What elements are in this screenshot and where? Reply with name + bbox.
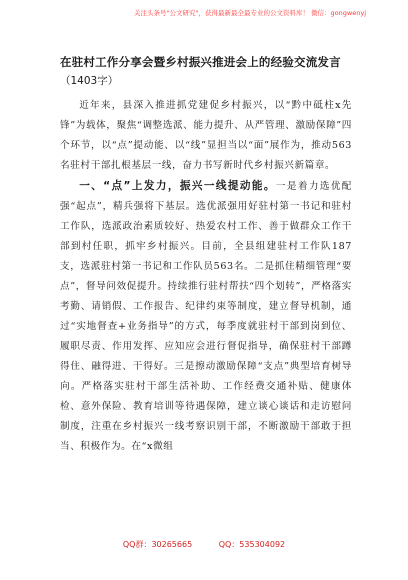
footer-qq: QQ：535304092 <box>218 540 286 549</box>
section-heading: 一、“点”上发力，振兴一线提动能。 <box>79 180 276 192</box>
paragraph-section-1 <box>60 176 352 457</box>
section-body: 一是着力选优配强“起点”，精兵强将下基层。选优派强用好驻村第一书记和驻村工作队，选派政治素质较好、热爱农村工作、善于做群众工作干部到村任职，抓牢乡村振兴。目前，全县组建驻村工作队187支，选派驻村第一书记和工作队员563名。二是抓住精细管理“要点”，督导问效促提升。持续推行驻村帮扶“四个划转”，严格落实考勤、请销假、工作报告、纪律约束等制度，建立督导机制，通过“实地督查+业务指导”的方式，每季度就驻村干部到岗到位、履职尽责、作用发挥、应知应会进行督促指导，确保驻村干部蹲得住、融得进、干得好。三是擦动激励保障“支点”典型培育树导向。严格落实驻村干部生活补助、工作经费交通补贴、健康体检、意外保险、教育培训等待遇保障，建立谈心谈话和走访慰问制度，注重在乡村振兴一线考察识别干部，不断激励干部敢于担当、积极作为。在“x微组 <box>60 181 353 452</box>
word-count: （1403字） <box>60 75 119 87</box>
paragraph-intro: 近年来，县深入推进抓党建促乡村振兴，以“黔中砥柱x先锋”为载体，聚焦“调整选派、能力提升、从严管理、激励保障”四个环节，以“点”提动能、以“线”显担当以“面”展作为，推动563名驻村干部扎根基层一线，奋力书写新时代乡村振兴新篇章。 <box>60 100 352 171</box>
header-banner: 关注头条号"公文研究"，获得最新最全最专业的公文资料库！ 微信：gongwenyj <box>134 9 366 17</box>
document-body <box>60 54 352 457</box>
footer-contact <box>0 539 408 550</box>
document-title: 在驻村工作分享会暨乡村振兴推进会上的经验交流发言 <box>60 55 341 69</box>
footer-qq-group: QQ群：30265665 <box>122 540 193 549</box>
